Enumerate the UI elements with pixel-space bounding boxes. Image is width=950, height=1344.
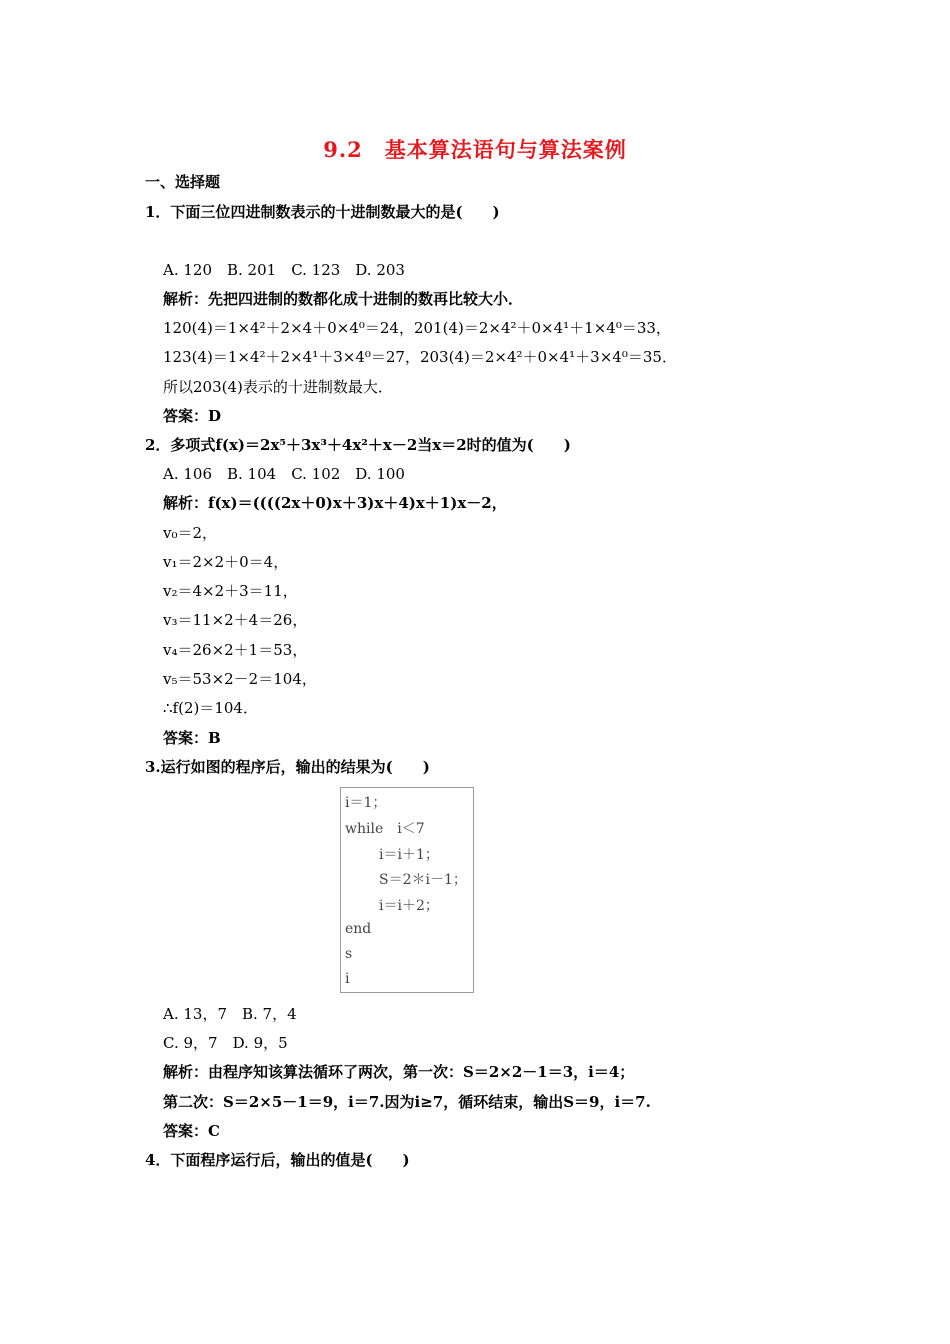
question-2-v5: v₅＝53×2－2＝104，	[163, 670, 317, 688]
question-4-stem: 4．下面程序运行后，输出的值是( )	[145, 1151, 410, 1169]
code-line-3: i＝i＋1；	[379, 847, 439, 863]
question-2-answer: 答案：B	[163, 729, 221, 747]
question-2-v1: v₁＝2×2＋0＝4，	[163, 553, 289, 571]
question-1-calc-line-1: 120(4)＝1×4²＋2×4＋0×4⁰＝24，201(4)＝2×4²＋0×4¹＋1×4⁰＝33，	[163, 319, 671, 337]
question-1-analysis: 解析：先把四进制的数都化成十进制的数再比较大小．	[163, 290, 524, 308]
code-line-4: S＝2＊i－1；	[379, 872, 467, 888]
question-3-options-ab: A. 13，7 B. 7，4	[163, 1005, 297, 1023]
question-1-calc-line-2: 123(4)＝1×4²＋2×4¹＋3×4⁰＝27，203(4)＝2×4²＋0×4¹＋3×4⁰＝35．	[163, 348, 677, 366]
question-3-options-cd: C. 9，7 D. 9，5	[163, 1034, 288, 1052]
question-2-v4: v₄＝26×2＋1＝53，	[163, 641, 308, 659]
question-2-options: A. 106 B. 104 C. 102 D. 100	[163, 465, 405, 483]
question-1-answer: 答案：D	[163, 407, 222, 425]
question-2-v3: v₃＝11×2＋4＝26，	[163, 611, 308, 629]
question-3-stem: 3.运行如图的程序后，输出的结果为( )	[145, 758, 430, 776]
question-3-analysis-1: 解析：由程序知该算法循环了两次，第一次：S＝2×2－1＝3，i＝4；	[163, 1063, 635, 1081]
code-line-5: i＝i＋2；	[379, 898, 439, 914]
question-2-analysis: 解析：f(x)＝((((2x＋0)x＋3)x＋4)x＋1)x－2，	[163, 494, 507, 512]
code-line-6: end	[345, 921, 372, 937]
code-line-2: while i＜7	[345, 821, 425, 837]
question-2-conclusion: ∴f(2)＝104．	[163, 699, 258, 717]
question-2-stem: 2．多项式f(x)＝2x⁵＋3x³＋4x²＋x－2当x＝2时的值为( )	[145, 436, 571, 454]
question-1-options: A. 120 B. 201 C. 123 D. 203	[163, 261, 405, 279]
question-2-v2: v₂＝4×2＋3＝11，	[163, 582, 298, 600]
section-heading: 一、选择题	[145, 173, 221, 191]
question-2-v0: v₀＝2，	[163, 524, 218, 542]
program-code-box	[340, 787, 474, 993]
question-3-answer: 答案：C	[163, 1122, 220, 1140]
code-line-8: i	[345, 971, 350, 987]
code-line-7: s	[345, 946, 353, 962]
question-1-conclusion: 所以203(4)表示的十进制数最大．	[163, 378, 393, 396]
question-1-stem: 1．下面三位四进制数表示的十进制数最大的是( )	[145, 203, 500, 221]
question-3-analysis-2: 第二次：S＝2×5－1＝9，i＝7.因为i≥7，循环结束，输出S＝9，i＝7.	[163, 1093, 651, 1111]
page-title: 9.2 基本算法语句与算法案例	[323, 137, 627, 162]
code-line-1: i＝1；	[345, 795, 387, 811]
